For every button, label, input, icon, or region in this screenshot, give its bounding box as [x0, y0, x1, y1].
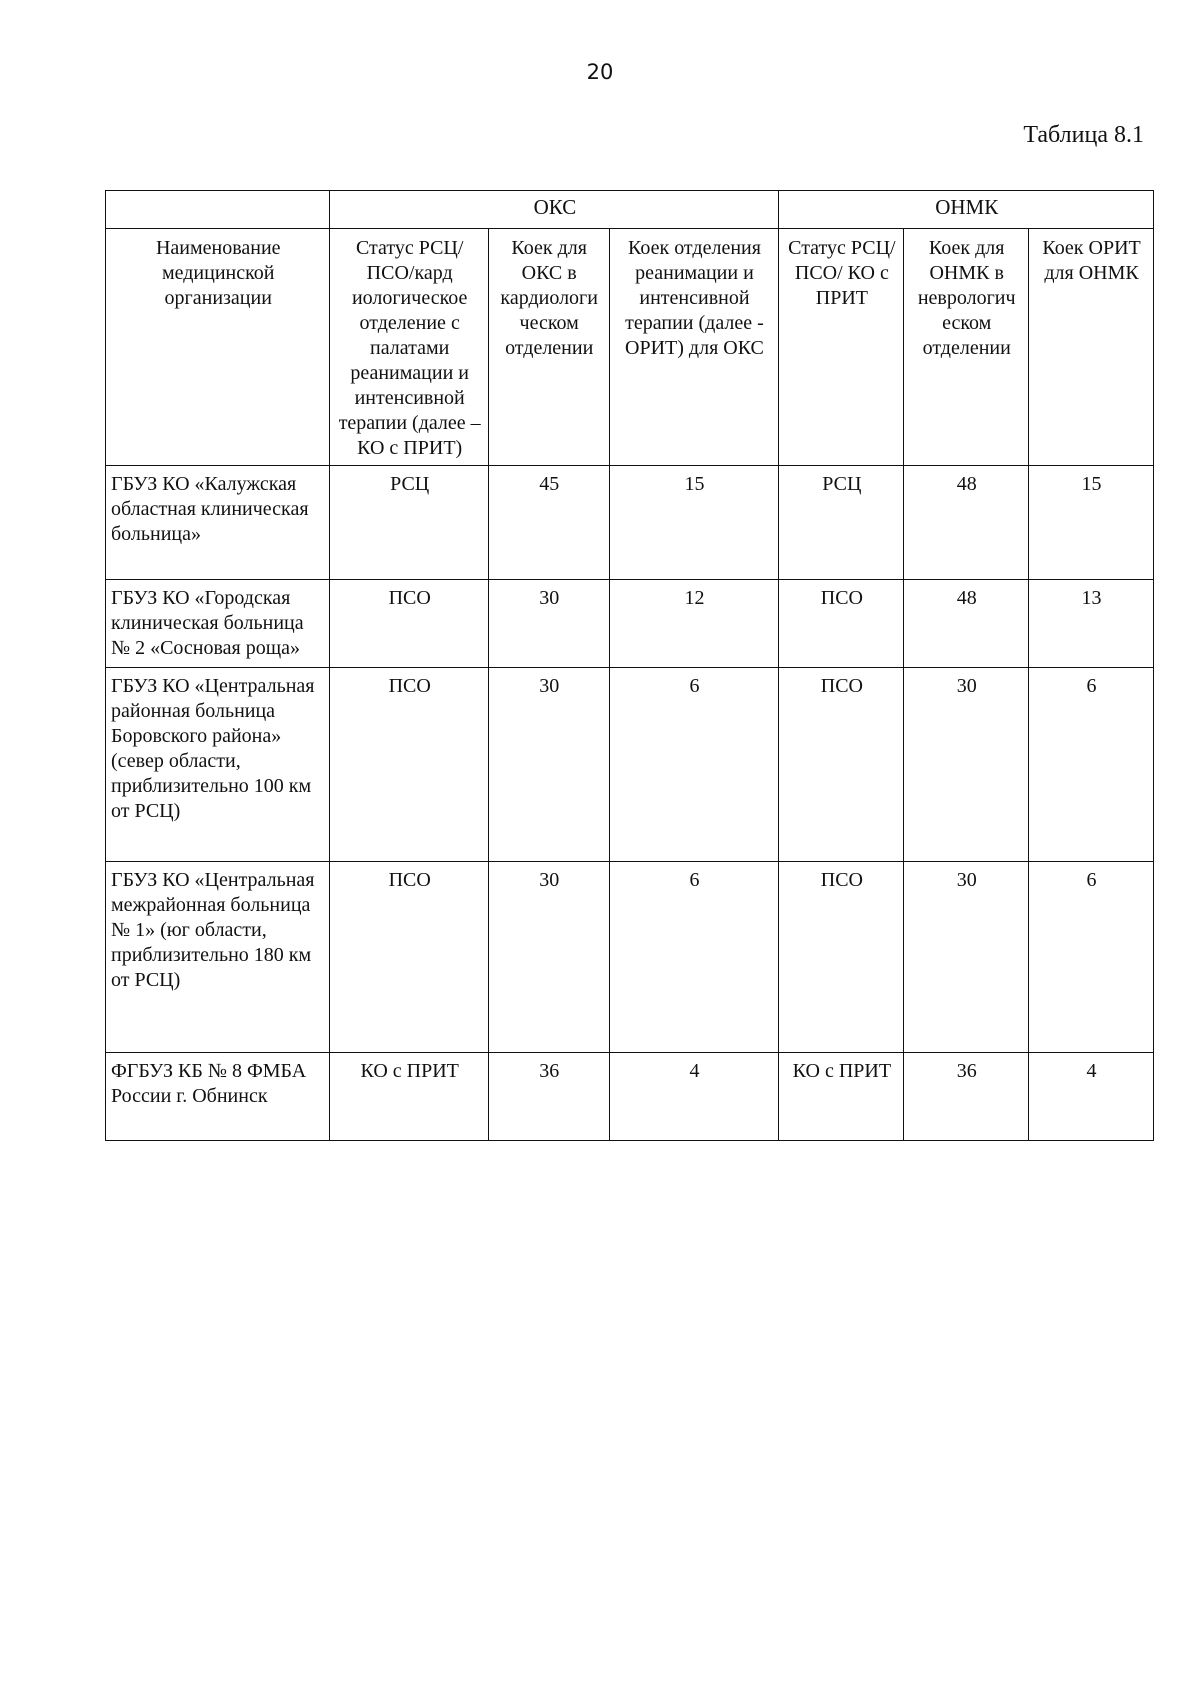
- oks-status: ПСО: [330, 668, 488, 862]
- organization-name: ГБУЗ КО «Городская клиническая больница № 2 «Сосновая роща»: [106, 580, 330, 668]
- oks-beds: 30: [488, 862, 609, 1053]
- onmk-orit-beds: 15: [1029, 466, 1154, 580]
- organization-name: ГБУЗ КО «Центральная межрайонная больница № 1» (юг области, приблизительно 180 км от РСЦ): [106, 862, 330, 1053]
- oks-beds: 45: [488, 466, 609, 580]
- onmk-beds: 36: [904, 1053, 1029, 1141]
- header-oks-orit: Коек отделения реанимации и интенсивной терапии (далее - ОРИТ) для ОКС: [609, 229, 779, 466]
- header-organization: Наименование медицинской организации: [106, 229, 330, 466]
- oks-orit-beds: 4: [609, 1053, 779, 1141]
- onmk-status: РСЦ: [779, 466, 904, 580]
- oks-orit-beds: 6: [609, 668, 779, 862]
- onmk-status: ПСО: [779, 862, 904, 1053]
- group-header-onmk: ОНМК: [779, 191, 1154, 229]
- onmk-beds: 48: [904, 580, 1029, 668]
- oks-beds: 30: [488, 580, 609, 668]
- table-row: [106, 466, 1154, 580]
- oks-orit-beds: 6: [609, 862, 779, 1053]
- table-row: [106, 1053, 1154, 1141]
- oks-beds: 36: [488, 1053, 609, 1141]
- header-oks-status: Статус РСЦ/ПСО/кард иологическое отделение с палатами реанимации и интенсивной терапии (далее – КО с ПРИТ): [330, 229, 488, 466]
- onmk-beds: 30: [904, 862, 1029, 1053]
- oks-status: ПСО: [330, 580, 488, 668]
- group-header-oks: ОКС: [330, 191, 779, 229]
- oks-beds: 30: [488, 668, 609, 862]
- header-onmk-beds: Коек для ОНМК в неврологич еском отделении: [904, 229, 1029, 466]
- oks-status: ПСО: [330, 862, 488, 1053]
- onmk-beds: 48: [904, 466, 1029, 580]
- organization-name: ГБУЗ КО «Центральная районная больница Боровского района» (север области, приблизительно 100 км от РСЦ): [106, 668, 330, 862]
- organization-name: ГБУЗ КО «Калужская областная клиническая больница»: [106, 466, 330, 580]
- onmk-orit-beds: 13: [1029, 580, 1154, 668]
- onmk-orit-beds: 4: [1029, 1053, 1154, 1141]
- oks-status: РСЦ: [330, 466, 488, 580]
- table-caption: Таблица 8.1: [1023, 122, 1144, 148]
- onmk-status: ПСО: [779, 580, 904, 668]
- beds-table: [105, 190, 1154, 1141]
- onmk-orit-beds: 6: [1029, 862, 1154, 1053]
- table-row: [106, 580, 1154, 668]
- onmk-status: КО с ПРИТ: [779, 1053, 904, 1141]
- oks-status: КО с ПРИТ: [330, 1053, 488, 1141]
- onmk-status: ПСО: [779, 668, 904, 862]
- oks-orit-beds: 12: [609, 580, 779, 668]
- table-row: [106, 862, 1154, 1053]
- organization-name: ФГБУЗ КБ № 8 ФМБА России г. Обнинск: [106, 1053, 330, 1141]
- header-oks-beds: Коек для ОКС в кардиологи ческом отделении: [488, 229, 609, 466]
- group-header-row: [106, 191, 1154, 229]
- onmk-orit-beds: 6: [1029, 668, 1154, 862]
- onmk-beds: 30: [904, 668, 1029, 862]
- table-row: [106, 668, 1154, 862]
- empty-corner-cell: [106, 191, 330, 229]
- header-onmk-status: Статус РСЦ/ПСО/ КО с ПРИТ: [779, 229, 904, 466]
- oks-orit-beds: 15: [609, 466, 779, 580]
- column-header-row: [106, 229, 1154, 466]
- header-onmk-orit: Коек ОРИТ для ОНМК: [1029, 229, 1154, 466]
- page-number: 20: [586, 60, 614, 84]
